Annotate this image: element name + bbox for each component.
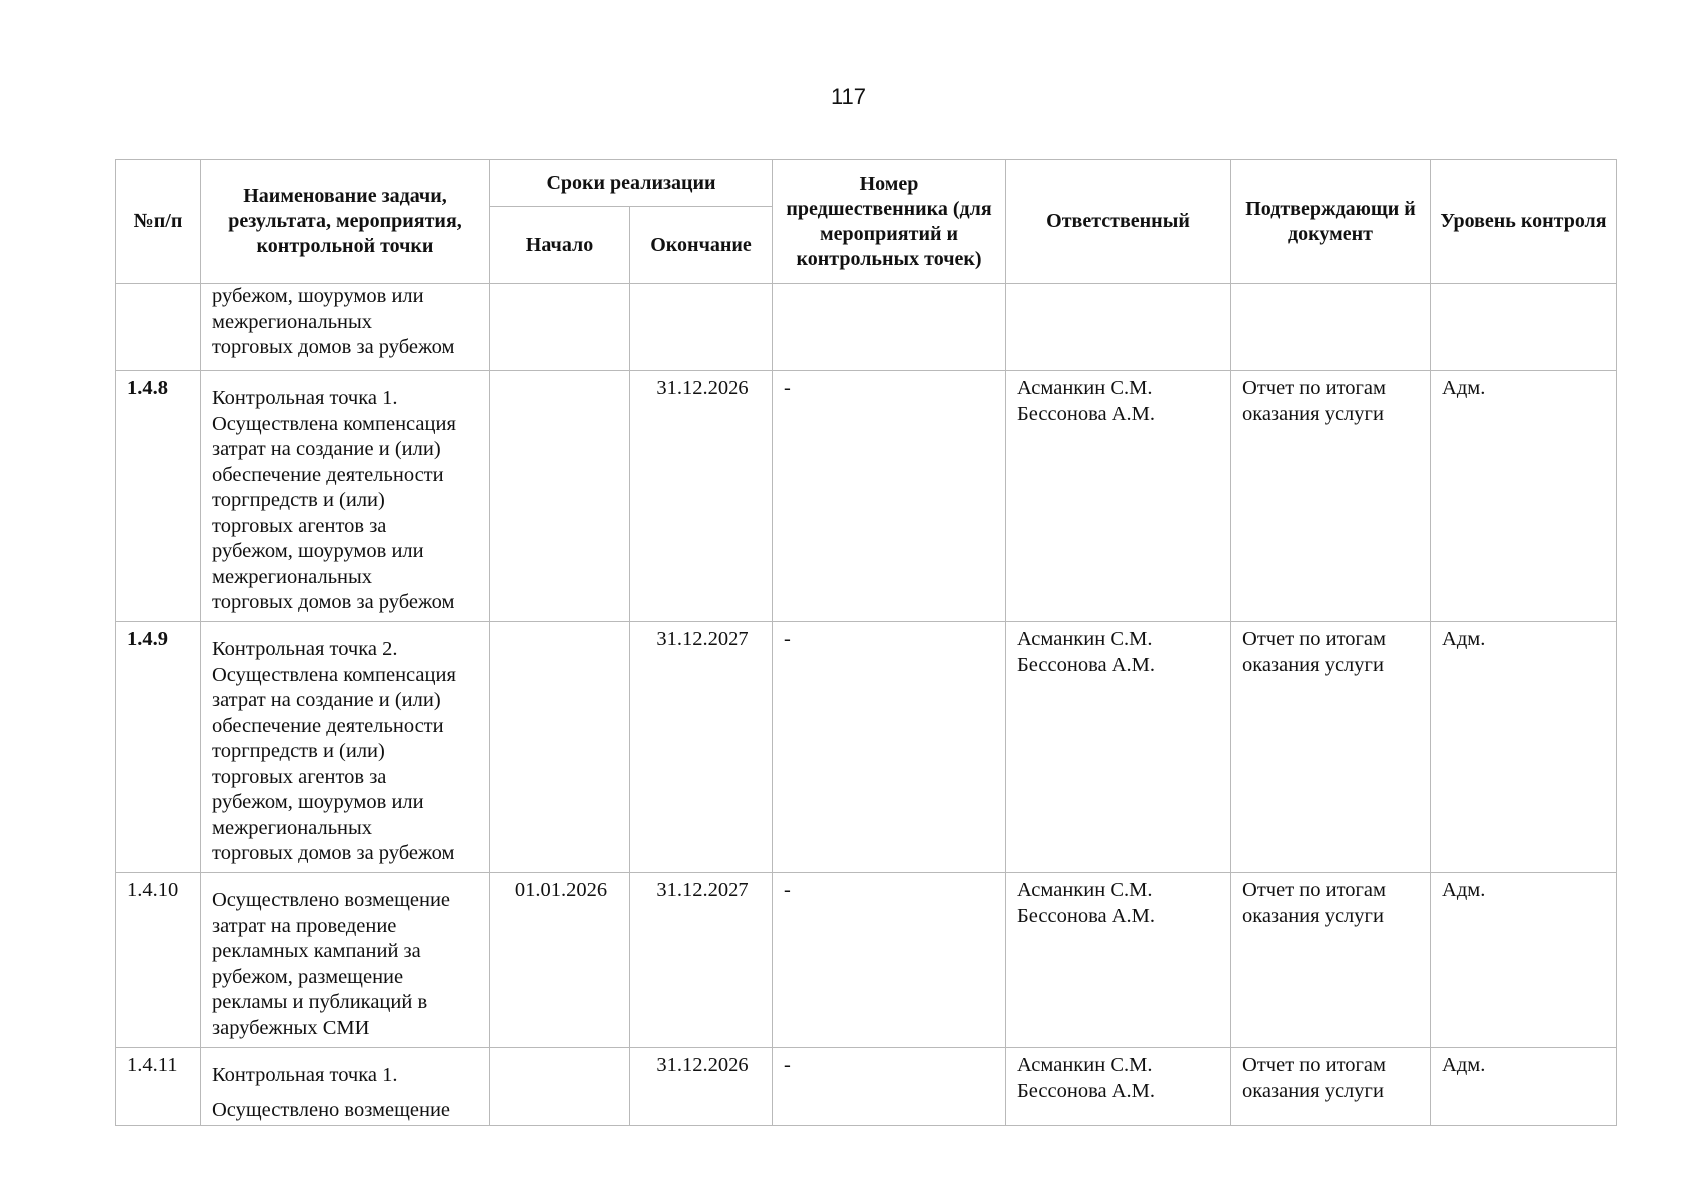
- cell-name-first-line: Контрольная точка 1.: [212, 1064, 398, 1086]
- table-row: [116, 622, 1617, 873]
- cell-document: Отчет по итогам оказания услуги: [1231, 1048, 1431, 1126]
- cell-num: 1.4.8: [116, 371, 201, 622]
- table-row: [116, 873, 1617, 1048]
- cell-name-first-line: Контрольная точка 1.: [212, 387, 398, 409]
- cell-responsible: Асманкин С.М. Бессонова А.М.: [1006, 622, 1231, 873]
- cell-predecessor: -: [773, 1048, 1006, 1126]
- cell-responsible: Асманкин С.М. Бессонова А.М.: [1006, 1048, 1231, 1126]
- cell-name-first-line: Контрольная точка 2.: [212, 638, 398, 660]
- table-header: [116, 160, 1617, 284]
- cell-end: [630, 284, 773, 371]
- page-number: 117: [830, 84, 867, 109]
- cell-control: Адм.: [1431, 873, 1617, 1048]
- cell-predecessor: -: [773, 371, 1006, 622]
- table-row: [116, 1048, 1617, 1126]
- table-row: [116, 371, 1617, 622]
- cell-name: [201, 873, 490, 1048]
- cell-name-rest: Осуществлено возмещение: [212, 1098, 451, 1121]
- cell-start: [490, 284, 630, 371]
- cell-start: [490, 622, 630, 873]
- cell-name-rest: Осуществлена компенсация затрат на создание и (или) обеспечение деятельности торгпредств и (или) торговых агентов за рубежом, шоурумов или межрегиональных торговых домов за рубежом: [212, 412, 456, 613]
- cell-name-rest: Осуществлена компенсация затрат на создание и (или) обеспечение деятельности торгпредств и (или) торговых агентов за рубежом, шоурумов или межрегиональных торговых домов за рубежом: [212, 663, 456, 864]
- cell-end: 31.12.2027: [630, 622, 773, 873]
- cell-document: Отчет по итогам оказания услуги: [1231, 371, 1431, 622]
- cell-responsible: [1006, 284, 1231, 371]
- cell-document: Отчет по итогам оказания услуги: [1231, 622, 1431, 873]
- cell-predecessor: -: [773, 622, 1006, 873]
- cell-control: Адм.: [1431, 622, 1617, 873]
- cell-start: [490, 1048, 630, 1126]
- header-document: Подтверждающи й документ: [1231, 160, 1431, 284]
- cell-num: [116, 284, 201, 371]
- table-row-continuation: [116, 284, 1617, 371]
- header-start: Начало: [490, 207, 630, 284]
- header-responsible: Ответственный: [1006, 160, 1231, 284]
- cell-num: 1.4.9: [116, 622, 201, 873]
- cell-name: [201, 1048, 490, 1126]
- cell-document: [1231, 284, 1431, 371]
- header-control: Уровень контроля: [1431, 160, 1617, 284]
- header-num: №п/п: [116, 160, 201, 284]
- cell-control: Адм.: [1431, 371, 1617, 622]
- cell-num: 1.4.11: [116, 1048, 201, 1126]
- cell-end: 31.12.2027: [630, 873, 773, 1048]
- cell-control: [1431, 284, 1617, 371]
- cell-control: Адм.: [1431, 1048, 1617, 1126]
- cell-name-first-line: Осуществлено возмещение: [212, 889, 451, 911]
- cell-num: 1.4.10: [116, 873, 201, 1048]
- plan-table: [115, 159, 1617, 1126]
- cell-name: [201, 622, 490, 873]
- header-predecessor: Номер предшественника (для мероприятий и контрольных точек): [773, 160, 1006, 284]
- cell-end: 31.12.2026: [630, 371, 773, 622]
- cell-start: 01.01.2026: [490, 873, 630, 1048]
- cell-responsible: Асманкин С.М. Бессонова А.М.: [1006, 873, 1231, 1048]
- cell-name-rest: затрат на проведение рекламных кампаний за рубежом, размещение рекламы и публикаций в зарубежных СМИ: [212, 914, 428, 1039]
- header-end: Окончание: [630, 207, 773, 284]
- header-terms: Сроки реализации: [490, 160, 773, 207]
- cell-end: 31.12.2026: [630, 1048, 773, 1126]
- cell-document: Отчет по итогам оказания услуги: [1231, 873, 1431, 1048]
- cell-name: [201, 371, 490, 622]
- cell-predecessor: -: [773, 873, 1006, 1048]
- cell-name: рубежом, шоурумов или межрегиональных торговых домов за рубежом: [201, 284, 490, 371]
- cell-predecessor: [773, 284, 1006, 371]
- cell-responsible: Асманкин С.М. Бессонова А.М.: [1006, 371, 1231, 622]
- cell-start: [490, 371, 630, 622]
- header-name: Наименование задачи, результата, мероприятия, контрольной точки: [201, 160, 490, 284]
